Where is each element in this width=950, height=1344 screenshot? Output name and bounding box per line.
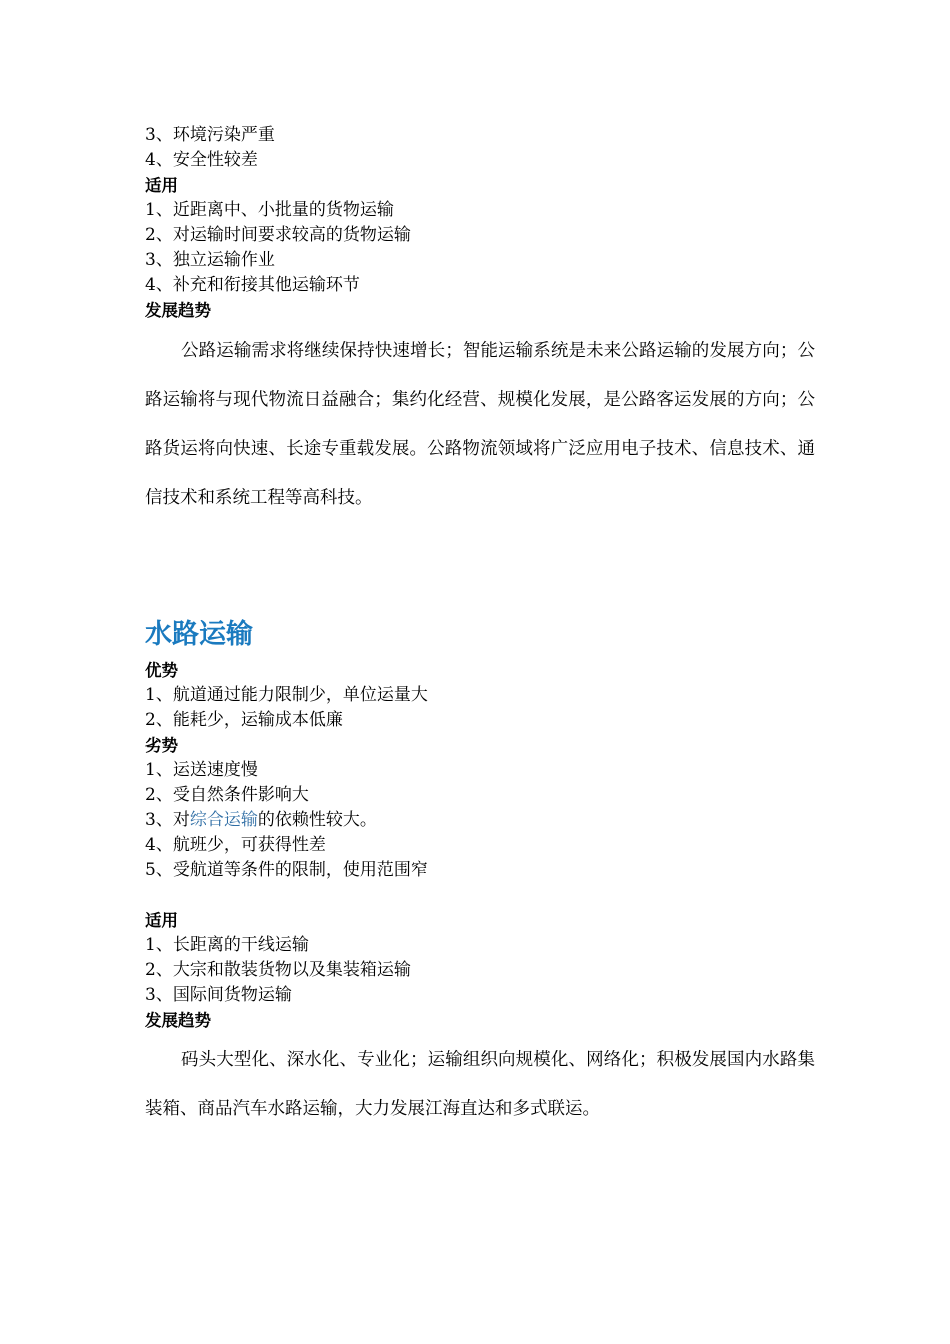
waterway-suitable-1: 1、长距离的干线运输 bbox=[145, 935, 309, 955]
waterway-suitable-3: 3、国际间货物运输 bbox=[145, 985, 292, 1005]
highway-suitable-4: 4、补充和衔接其他运输环节 bbox=[145, 275, 360, 295]
waterway-advantage-2: 2、能耗少，运输成本低廉 bbox=[145, 710, 343, 730]
waterway-advantage-1: 1、航道通过能力限制少，单位运量大 bbox=[145, 685, 428, 705]
highway-suitable-3: 3、独立运输作业 bbox=[145, 250, 275, 270]
waterway-suitable-2: 2、大宗和散装货物以及集装箱运输 bbox=[145, 960, 411, 980]
waterway-disadvantage-1: 1、运送速度慢 bbox=[145, 760, 258, 780]
highway-suitable-2: 2、对运输时间要求较高的货物运输 bbox=[145, 225, 411, 245]
waterway-trend-paragraph: 码头大型化、深水化、专业化；运输组织向规模化、网络化；积极发展国内水路集装箱、商品汽车水路运输，大力发展江海直达和多式联运。 bbox=[145, 1050, 815, 1119]
highway-disadvantage-3: 3、环境污染严重 bbox=[145, 125, 275, 145]
waterway-disadvantage-3-suffix: 的依赖性较大。 bbox=[257, 810, 377, 830]
waterway-disadvantage-2: 2、受自然条件影响大 bbox=[145, 785, 309, 805]
waterway-trend-heading: 发展趋势 bbox=[145, 1011, 211, 1030]
highway-trend-paragraph: 公路运输需求将继续保持快速增长；智能运输系统是未来公路运输的发展方向；公路运输将与现代物流日益融合；集约化经营、规模化发展，是公路客运发展的方向；公路货运将向快速、长途专重载发展。公路物流领域将广泛应用电子技术、信息技术、通信技术和系统工程等高科技。 bbox=[145, 341, 815, 508]
waterway-disadvantages-heading: 劣势 bbox=[145, 736, 178, 755]
waterway-section-title: 水路运输 bbox=[145, 619, 253, 650]
waterway-disadvantage-5: 5、受航道等条件的限制，使用范围窄 bbox=[145, 860, 428, 880]
waterway-disadvantage-4: 4、航班少，可获得性差 bbox=[145, 835, 326, 855]
highway-suitable-heading: 适用 bbox=[145, 176, 178, 195]
highway-trend-heading: 发展趋势 bbox=[145, 301, 211, 320]
highway-suitable-1: 1、近距离中、小批量的货物运输 bbox=[145, 200, 394, 220]
waterway-disadvantage-3-prefix: 3、对 bbox=[145, 810, 190, 830]
integrated-transport-link[interactable]: 综合运输 bbox=[189, 810, 258, 830]
waterway-disadvantage-3 bbox=[145, 808, 377, 833]
highway-disadvantage-4: 4、安全性较差 bbox=[145, 150, 258, 170]
waterway-advantages-heading: 优势 bbox=[145, 661, 178, 680]
waterway-suitable-heading: 适用 bbox=[145, 911, 178, 930]
